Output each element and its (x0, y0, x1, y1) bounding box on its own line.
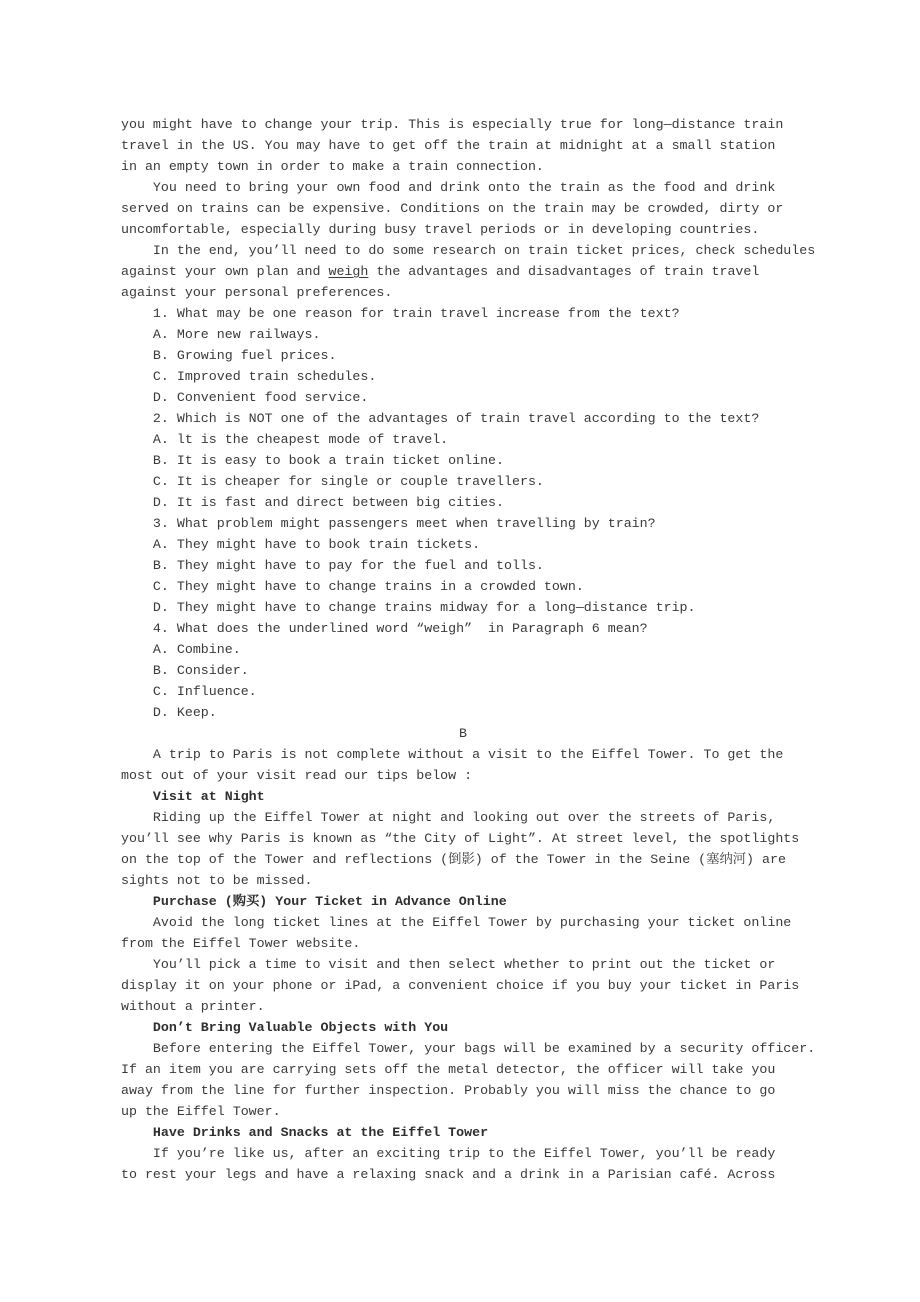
text-line: up the Eiffel Tower. (121, 1104, 281, 1119)
text-line: A. More new railways. (121, 327, 321, 342)
text-line: A. Combine. (121, 642, 241, 657)
text-line: 4. What does the underlined word “weigh” in Paragraph 6 mean? (121, 621, 648, 636)
text-line: Avoid the long ticket lines at the Eiffel Tower by purchasing your ticket online (121, 915, 792, 930)
text-line: travel in the US. You may have to get off the train at midnight at a small station (121, 138, 776, 153)
underlined-word: weigh (328, 264, 369, 279)
text-line: 1. What may be one reason for train travel increase from the text? (121, 306, 680, 321)
text-line: 2. Which is NOT one of the advantages of train travel according to the text? (121, 411, 760, 426)
heading-purchase-ticket-online: Purchase (购买) Your Ticket in Advance Online (121, 894, 507, 909)
text-line (121, 261, 805, 282)
text-line: B. It is easy to book a train ticket online. (121, 453, 505, 468)
heading-visit-at-night: Visit at Night (121, 789, 265, 804)
text-line: A trip to Paris is not complete without a visit to the Eiffel Tower. To get the (121, 747, 784, 762)
text-line: D. It is fast and direct between big cities. (121, 495, 505, 510)
text-line: from the Eiffel Tower website. (121, 936, 361, 951)
text-line: against your personal preferences. (121, 285, 393, 300)
text-line: 3. What problem might passengers meet when travelling by train? (121, 516, 656, 531)
heading-dont-bring-valuables: Don’t Bring Valuable Objects with You (121, 1020, 449, 1035)
text-line: If an item you are carrying sets off the metal detector, the officer will take you (121, 1062, 776, 1077)
text-line: C. It is cheaper for single or couple travellers. (121, 474, 544, 489)
text-line: In the end, you’ll need to do some research on train ticket prices, check schedules (121, 243, 816, 258)
text-line: You need to bring your own food and drink onto the train as the food and drink (121, 180, 776, 195)
section-b-label: B (459, 726, 467, 741)
text-line: away from the line for further inspection. Probably you will miss the chance to go (121, 1083, 776, 1098)
text-line: display it on your phone or iPad, a convenient choice if you buy your ticket in Paris (121, 978, 800, 993)
text-line: to rest your legs and have a relaxing snack and a drink in a Parisian café. Across (121, 1167, 776, 1182)
text-line: B. Consider. (121, 663, 249, 678)
text-line: If you’re like us, after an exciting trip to the Eiffel Tower, you’ll be ready (121, 1146, 776, 1161)
text-line: without a printer. (121, 999, 265, 1014)
text-line: C. Improved train schedules. (121, 369, 377, 384)
text-line: D. They might have to change trains midway for a long—distance trip. (121, 600, 696, 615)
text-line: on the top of the Tower and reflections (倒影) of the Tower in the Seine (塞纳河) are (121, 852, 786, 867)
exam-text-block (121, 114, 816, 1185)
text-line: uncomfortable, especially during busy travel periods or in developing countries. (121, 222, 760, 237)
heading-have-drinks-snacks: Have Drinks and Snacks at the Eiffel Tower (121, 1125, 489, 1140)
text-line: most out of your visit read our tips below : (121, 768, 473, 783)
text-line: D. Keep. (121, 705, 217, 720)
text-line: D. Convenient food service. (121, 390, 369, 405)
text-line: B. They might have to pay for the fuel and tolls. (121, 558, 544, 573)
text-line: C. They might have to change trains in a crowded town. (121, 579, 584, 594)
text-segment: against your own plan and (121, 264, 329, 279)
text-line: B. Growing fuel prices. (121, 348, 337, 363)
text-line: You’ll pick a time to visit and then select whether to print out the ticket or (121, 957, 776, 972)
text-line: you’ll see why Paris is known as “the City of Light”. At street level, the spotlights (121, 831, 800, 846)
text-line: in an empty town in order to make a train connection. (121, 159, 544, 174)
text-line: you might have to change your trip. This is especially true for long—distance train (121, 117, 784, 132)
text-line: A. They might have to book train tickets. (121, 537, 481, 552)
text-line: Riding up the Eiffel Tower at night and looking out over the streets of Paris, (121, 810, 776, 825)
text-line: C. Influence. (121, 684, 257, 699)
text-line: A. lt is the cheapest mode of travel. (121, 432, 449, 447)
text-line: served on trains can be expensive. Conditions on the train may be crowded, dirty or (121, 201, 784, 216)
text-line: Before entering the Eiffel Tower, your bags will be examined by a security officer. (121, 1041, 816, 1056)
text-segment: the advantages and disadvantages of train travel (368, 264, 760, 279)
text-line: sights not to be missed. (121, 873, 313, 888)
